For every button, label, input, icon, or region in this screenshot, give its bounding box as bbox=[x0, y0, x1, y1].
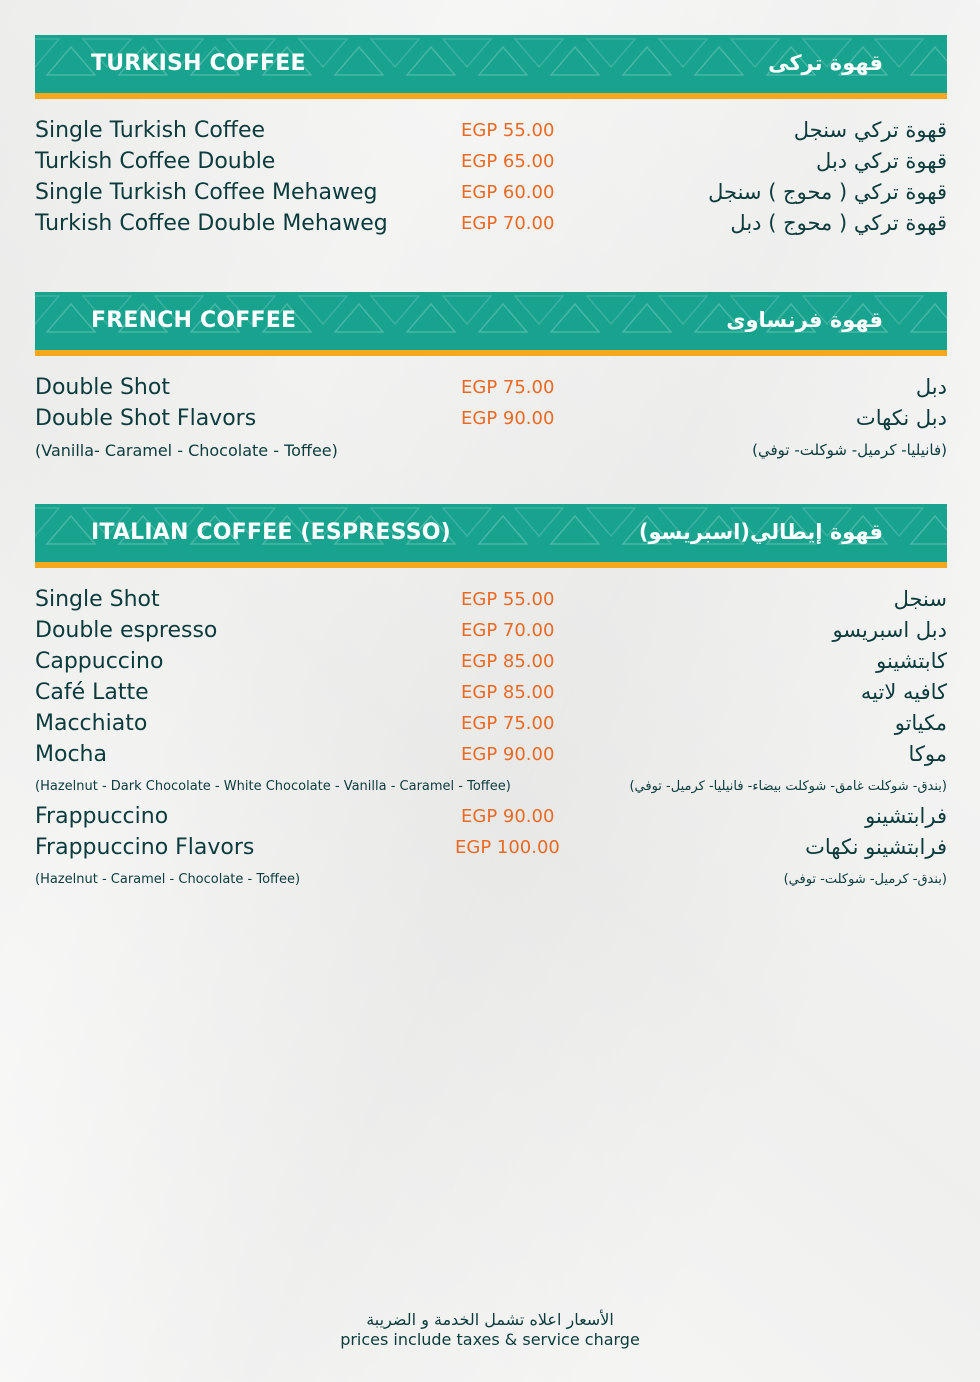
flavor-note-en: (Hazelnut - Dark Chocolate - White Chocolate - Vanilla - Caramel - Toffee) bbox=[35, 779, 511, 794]
pattern-triangle bbox=[35, 508, 59, 536]
section-french-coffee bbox=[35, 292, 947, 465]
item-name-en: Double espresso bbox=[35, 618, 218, 643]
pattern-triangle bbox=[47, 47, 95, 75]
item-price: EGP 90.00 bbox=[461, 744, 555, 765]
flavor-note bbox=[35, 770, 947, 801]
menu-item bbox=[35, 708, 947, 739]
item-price: EGP 55.00 bbox=[461, 120, 555, 141]
item-price: EGP 65.00 bbox=[461, 151, 555, 172]
pattern-triangle bbox=[623, 47, 671, 75]
item-name-en: Turkish Coffee Double Mehaweg bbox=[35, 211, 388, 236]
section-banner bbox=[35, 504, 947, 568]
item-name-en: Single Turkish Coffee Mehaweg bbox=[35, 180, 378, 205]
menu-item bbox=[35, 584, 947, 615]
pattern-triangle bbox=[335, 47, 383, 75]
item-price: EGP 85.00 bbox=[461, 651, 555, 672]
section-italian-coffee bbox=[35, 504, 947, 894]
pattern-triangle bbox=[911, 516, 947, 544]
item-name-en: Double Shot bbox=[35, 375, 170, 400]
item-price: EGP 75.00 bbox=[461, 377, 555, 398]
section-title-en: TURKISH COFFEE bbox=[91, 51, 306, 76]
item-name-ar: كافيه لاتيه bbox=[860, 680, 947, 704]
pattern-triangle bbox=[623, 304, 671, 332]
pattern-triangle bbox=[335, 304, 383, 332]
pattern-triangle bbox=[443, 39, 491, 67]
section-banner bbox=[35, 292, 947, 356]
pattern-triangle bbox=[587, 508, 635, 536]
item-name-en: Mocha bbox=[35, 742, 107, 767]
item-name-en: Macchiato bbox=[35, 711, 148, 736]
flavor-note-en: (Vanilla- Caramel - Chocolate - Toffee) bbox=[35, 441, 338, 460]
pattern-triangle bbox=[695, 47, 743, 75]
pattern-triangle bbox=[35, 296, 59, 324]
section-title-en: FRENCH COFFEE bbox=[91, 308, 297, 333]
item-price: EGP 70.00 bbox=[461, 620, 555, 641]
item-name-ar: قهوة تركي ( محوج ) دبل bbox=[730, 211, 947, 235]
menu-item bbox=[35, 739, 947, 770]
pattern-triangle bbox=[371, 39, 419, 67]
item-name-en: Single Turkish Coffee bbox=[35, 118, 266, 143]
item-name-ar: قهوة تركي ( محوج ) سنجل bbox=[708, 180, 947, 204]
section-title-ar: قهوة فرنساوى bbox=[726, 308, 883, 332]
menu-item bbox=[35, 615, 947, 646]
item-name-en: Frappuccino Flavors bbox=[35, 835, 255, 860]
section-turkish-coffee bbox=[35, 35, 947, 239]
item-price: EGP 85.00 bbox=[461, 682, 555, 703]
pattern-triangle bbox=[479, 304, 527, 332]
section-title-ar: قهوة تركى bbox=[768, 51, 883, 75]
pattern-triangle bbox=[587, 39, 635, 67]
menu-item bbox=[35, 403, 947, 434]
pattern-triangle bbox=[911, 47, 947, 75]
item-name-ar: فرابتشينو bbox=[865, 804, 947, 828]
pattern-triangle bbox=[479, 47, 527, 75]
item-name-en: Café Latte bbox=[35, 680, 149, 705]
item-name-en: Single Shot bbox=[35, 587, 160, 612]
menu-item bbox=[35, 372, 947, 403]
item-name-ar: دبل اسبريسو bbox=[832, 618, 947, 642]
item-price: EGP 60.00 bbox=[461, 182, 555, 203]
item-name-en: Frappuccino bbox=[35, 804, 169, 829]
flavor-note bbox=[35, 434, 947, 465]
section-title-ar: قهوة إيطالي(اسبريسو) bbox=[638, 520, 883, 544]
item-name-ar: قهوة تركي سنجل bbox=[793, 118, 947, 142]
item-name-en: Double Shot Flavors bbox=[35, 406, 257, 431]
menu-item bbox=[35, 677, 947, 708]
pattern-triangle bbox=[551, 304, 599, 332]
pattern-triangle bbox=[911, 304, 947, 332]
item-price: EGP 100.00 bbox=[455, 837, 560, 858]
menu-item bbox=[35, 801, 947, 832]
flavor-note-en: (Hazelnut - Caramel - Chocolate - Toffee) bbox=[35, 872, 301, 887]
menu-item bbox=[35, 832, 947, 863]
pattern-triangle bbox=[299, 39, 347, 67]
pattern-triangle bbox=[35, 39, 59, 67]
item-price: EGP 75.00 bbox=[461, 713, 555, 734]
pattern-triangle bbox=[659, 296, 707, 324]
price-disclaimer bbox=[0, 1310, 980, 1350]
item-name-ar: دبل نكهات bbox=[855, 406, 947, 430]
flavor-note-ar: (بندق- كرميل- شوكلت- توفي) bbox=[783, 872, 947, 887]
item-price: EGP 55.00 bbox=[461, 589, 555, 610]
pattern-triangle bbox=[515, 296, 563, 324]
disclaimer-ar: الأسعار اعلاه تشمل الخدمة و الضريبة bbox=[366, 1310, 614, 1329]
pattern-triangle bbox=[515, 508, 563, 536]
pattern-triangle bbox=[587, 296, 635, 324]
menu-item bbox=[35, 115, 947, 146]
pattern-triangle bbox=[299, 296, 347, 324]
pattern-triangle bbox=[371, 296, 419, 324]
pattern-triangle bbox=[443, 296, 491, 324]
item-name-en: Turkish Coffee Double bbox=[35, 149, 276, 174]
flavor-note-ar: (فانيليا- كرميل- شوكلت- توفي) bbox=[752, 441, 947, 459]
item-name-ar: موكا bbox=[908, 742, 947, 766]
item-price: EGP 90.00 bbox=[461, 408, 555, 429]
flavor-note bbox=[35, 863, 947, 894]
item-name-ar: كابتشينو bbox=[876, 649, 947, 673]
pattern-triangle bbox=[407, 47, 455, 75]
pattern-triangle bbox=[479, 516, 527, 544]
menu-item bbox=[35, 646, 947, 677]
section-banner bbox=[35, 35, 947, 99]
pattern-triangle bbox=[551, 516, 599, 544]
item-name-ar: فرابتشينو نكهات bbox=[805, 835, 947, 859]
item-name-en: Cappuccino bbox=[35, 649, 164, 674]
item-price: EGP 70.00 bbox=[461, 213, 555, 234]
menu-item bbox=[35, 146, 947, 177]
section-title-en: ITALIAN COFFEE (ESPRESSO) bbox=[91, 520, 451, 545]
flavor-note-ar: (بندق- شوكلت غامق- شوكلت بيضاء- فانيليا- كرميل- توفي) bbox=[629, 779, 947, 794]
item-name-ar: سنجل bbox=[893, 587, 947, 611]
menu-item bbox=[35, 208, 947, 239]
pattern-triangle bbox=[659, 39, 707, 67]
item-name-ar: مكياتو bbox=[894, 711, 947, 735]
pattern-triangle bbox=[515, 39, 563, 67]
item-price: EGP 90.00 bbox=[461, 806, 555, 827]
disclaimer-en: prices include taxes & service charge bbox=[340, 1330, 640, 1349]
pattern-triangle bbox=[407, 304, 455, 332]
item-name-ar: دبل bbox=[915, 375, 947, 399]
pattern-triangle bbox=[551, 47, 599, 75]
pattern-triangle bbox=[47, 516, 95, 544]
pattern-triangle bbox=[47, 304, 95, 332]
item-name-ar: قهوة تركي دبل bbox=[816, 149, 947, 173]
menu-item bbox=[35, 177, 947, 208]
